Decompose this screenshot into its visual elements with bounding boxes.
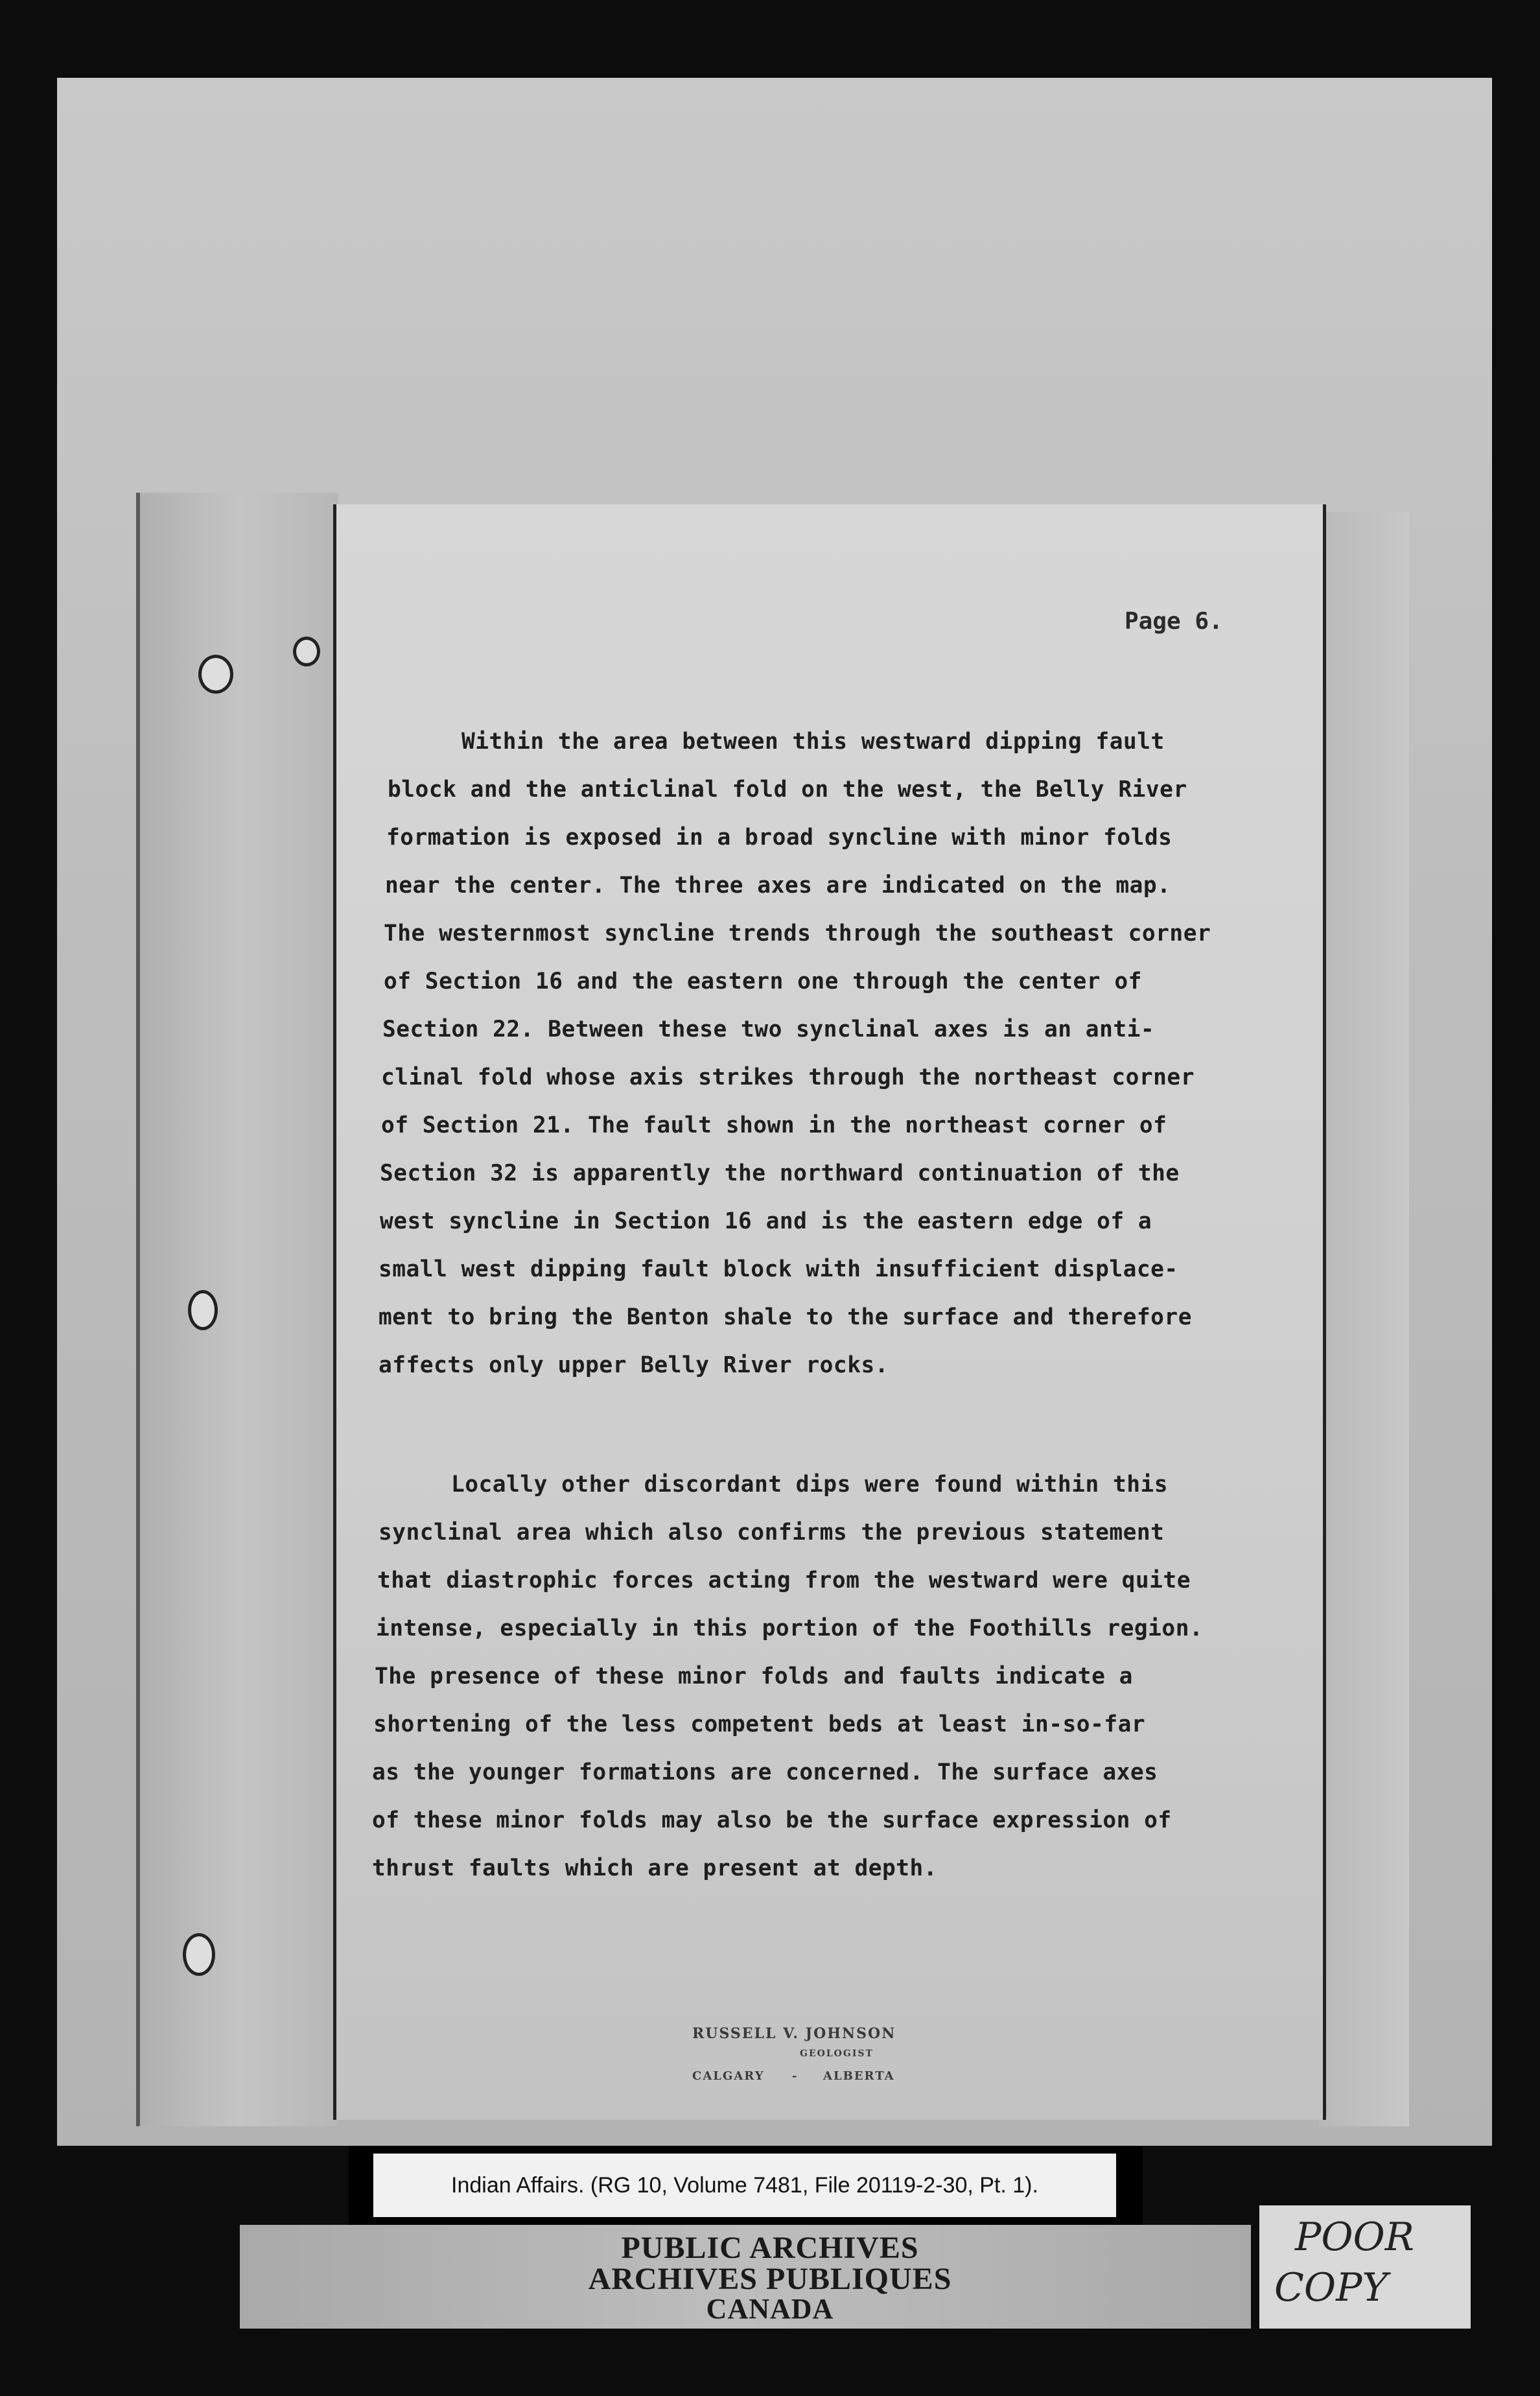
signature-title: GEOLOGIST xyxy=(800,2049,874,2059)
signature-province: ALBERTA xyxy=(823,2069,895,2083)
page-number: Page 6. xyxy=(1125,608,1223,635)
text-line: of Section 16 and the eastern one through the center of xyxy=(384,969,1142,994)
right-margin-strip xyxy=(1318,512,1409,2126)
handwritten-note: POOR xyxy=(1295,2214,1414,2260)
text-line: as the younger formations are concerned. The surface axes xyxy=(372,1759,1158,1785)
text-line: that diastrophic forces acting from the westward were quite xyxy=(377,1568,1191,1593)
stamp-line: CANADA xyxy=(706,2293,834,2325)
left-margin-strip xyxy=(136,493,338,2126)
text-line: Within the area between this westward dipping fault xyxy=(461,729,1165,755)
text-line: ment to bring the Benton shale to the surface and therefore xyxy=(379,1304,1192,1330)
text-line: west syncline in Section 16 and is the eastern edge of a xyxy=(380,1208,1152,1234)
signature-name: RUSSELL V. JOHNSON xyxy=(692,2025,896,2042)
signature-city: CALGARY xyxy=(692,2069,765,2083)
signature-separator: - xyxy=(792,2069,799,2083)
archive-reference-label: Indian Affairs. (RG 10, Volume 7481, File 20119-2-30, Pt. 1). xyxy=(373,2154,1116,2217)
handwritten-note: COPY xyxy=(1274,2265,1388,2310)
text-line: of these minor folds may also be the surface expression of xyxy=(372,1807,1172,1833)
punch-hole xyxy=(198,655,233,694)
text-line: Section 32 is apparently the northward continuation of the xyxy=(380,1160,1180,1186)
text-line: shortening of the less competent beds at least in-so-far xyxy=(373,1711,1146,1737)
text-line: near the center. The three axes are indicated on the map. xyxy=(385,873,1171,898)
punch-hole xyxy=(188,1290,218,1330)
text-line: thrust faults which are present at depth. xyxy=(372,1855,938,1881)
text-line: formation is exposed in a broad syncline with minor folds xyxy=(386,825,1172,851)
text-line: The westernmost syncline trends through the southeast corner xyxy=(384,921,1211,946)
punch-hole xyxy=(183,1933,215,1976)
text-line: intense, especially in this portion of the Foothills region. xyxy=(376,1615,1204,1641)
text-line: Section 22. Between these two synclinal axes is an anti- xyxy=(382,1016,1155,1042)
text-line: synclinal area which also confirms the previous statement xyxy=(379,1520,1165,1545)
text-line: The presence of these minor folds and faults indicate a xyxy=(375,1663,1133,1689)
text-line: block and the anticlinal fold on the west, the Belly River xyxy=(388,777,1187,803)
text-line: Locally other discordant dips were found within this xyxy=(451,1472,1169,1497)
text-line: of Section 21. The fault shown in the northeast corner of xyxy=(381,1112,1167,1138)
text-line: clinal fold whose axis strikes through the northeast corner xyxy=(381,1064,1195,1090)
stamp-line: PUBLIC ARCHIVES xyxy=(621,2231,919,2265)
text-line: affects only upper Belly River rocks. xyxy=(379,1352,889,1378)
punch-hole xyxy=(293,637,320,666)
stamp-line: ARCHIVES PUBLIQUES xyxy=(588,2262,952,2296)
text-line: small west dipping fault block with insufficient displace- xyxy=(379,1256,1178,1282)
